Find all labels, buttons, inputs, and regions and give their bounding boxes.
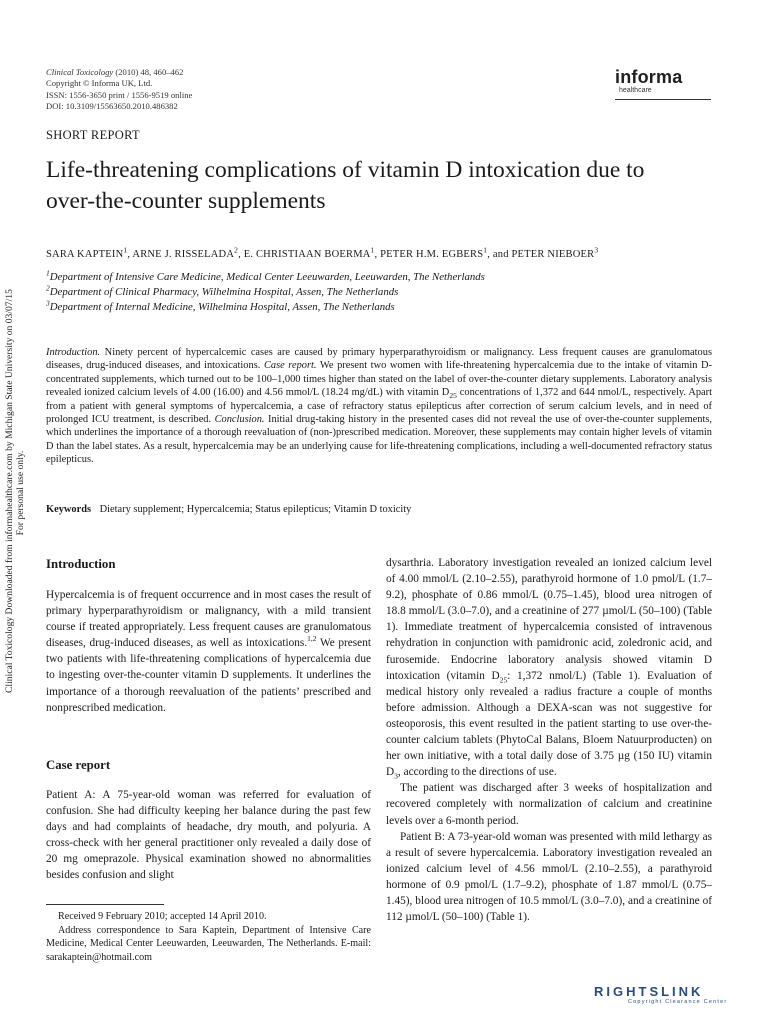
introduction-paragraph <box>46 587 371 716</box>
download-notice <box>0 289 30 693</box>
logo-underline <box>615 99 711 100</box>
author-name: PETER NIEBOER <box>511 249 595 260</box>
keywords <box>46 504 712 515</box>
introduction-text: Hypercalcemia is of frequent occurrence and in most cases the result of primary hyperparathyroidism or malignancy, with a mild transient course if treated appropriately. Less frequent causes are granulomatous diseases, drug-induced diseases, as well as intoxications. <box>46 589 371 650</box>
body-text: dysarthria. Laboratory investigation revealed an ionized calcium level of 4.00 mmol/L (2.10–2.55), parathyroid hormone of 1.0 pmol/L (1.7–9.2), phosphate of 0.86 mmol/L (0.75–1.45), blood urea nitrogen of 18.8 mmol/L (3.0–7.0), and a creatinine of 277 µmol/L (50–100) (Table 1). Immediate treatment of hypercalcemia consisted of intravenous rehydration in conjunction with pamidronic acid, zoledronic acid, and furosemide. Endocrine laboratory analysis showed vitamin D intoxication (vitamin D <box>386 557 712 682</box>
affiliation-text: Department of Intensive Care Medicine, Medical Center Leeuwarden, Leeuwarden, The Netherlands <box>49 271 485 283</box>
affiliation-number: 3 <box>46 298 50 307</box>
body-text: , according to the directions of use. <box>397 766 557 779</box>
abstract <box>46 346 712 467</box>
footnote <box>46 910 371 964</box>
subscript: 25 <box>499 674 508 684</box>
author-separator: , <box>374 249 381 260</box>
article-type: SHORT REPORT <box>46 128 140 142</box>
title-line: Life-threatening complications of vitamin D intoxication due to <box>46 157 645 183</box>
author-name: ARNE J. RISSELADA <box>132 249 235 260</box>
doi-line: DOI: 10.3109/15563650.2010.486382 <box>46 100 178 111</box>
affiliation-item <box>46 285 726 300</box>
patient-b-paragraph: Patient B: A 73-year-old woman was presented with mild lethargy as a result of severe hypercalcemia. Laboratory investigation revealed an ionized calcium level of 4.56 mmol/L (2.10–2.55), a parathyroid hormone of 0.9 pmol/L (1.7–9.2), phosphate of 1.87 mmol/L (0.75–1.45), blood urea nitrogen of 10.5 mmol/L (3.0–7.0), and a creatinine of 112 µmol/L (50–100) (Table 1). <box>386 830 712 924</box>
affiliation-item <box>46 300 726 315</box>
download-notice-line-1: Clinical Toxicology Downloaded from informahealthcare.com by Michigan State University on 03/07/15 <box>4 289 15 693</box>
case-report-paragraph: Patient A: A 75-year-old woman was referred for evaluation of confusion. She had difficulty keeping her balance during the past few days and had complaints of headache, dry mouth, and polyuria. A cross-check with her general practitioner only revealed a daily dose of 20 mg omeprazole. Physical examination showed no abnormalities besides confusion and slight <box>46 789 371 882</box>
informa-healthcare-logo <box>615 68 711 100</box>
affiliation-list <box>46 270 726 314</box>
discharge-paragraph: The patient was discharged after 3 weeks of hospitalization and recovered completely with normalization of calcium and creatinine levels over a 6-month period. <box>386 782 712 827</box>
author-list <box>46 245 726 260</box>
logo-main-text: informa <box>615 67 683 87</box>
author-name: E. CHRISTIAAN BOERMA <box>243 249 371 260</box>
correspondence-address: Address correspondence to Sara Kaptein, Department of Intensive Care Medicine, Medical Center Leeuwarden, Leeuwarden, The Netherlands. E-mail: sarakaptein@hotmail.com <box>46 924 371 963</box>
journal-metadata <box>46 67 192 112</box>
abstract-conclusion-text: Initial drug-taking history in the presented cases did not reveal the use of over-the-counter supplements, which underlines the importance of a thorough reevaluation of (non-)prescribed medication. Moreover, these supplements may contain higher levels of vitamin D than the label states. As a result, hypercalcemia may be an underlying cause for life-threatening complications, including a well-documented refractory status epilepticus. <box>46 414 713 466</box>
footnote-divider <box>46 904 164 905</box>
author-separator: , <box>238 249 244 260</box>
received-date: Received 9 February 2010; accepted 14 April 2010. <box>58 911 267 922</box>
case-report-heading: Case report <box>46 758 111 772</box>
rightslink-logo <box>594 985 756 1006</box>
copyright-line: Copyright © Informa UK, Ltd. <box>46 78 153 89</box>
author-name: SARA KAPTEIN <box>46 249 124 260</box>
body-text: : 1,372 nmol/L) (Table 1). Evaluation of medical history only revealed a radius fracture a couple of months before admission. Although a DEXA-scan was not suggestive for osteoporosis, this event resulted in the patient starting to use over-the-counter calcium tablets (PhytoCal Balans, Bloem Natuurproducten) on her own initiative, with a total daily dose of 3.75 µg (150 IU) vitamin D <box>386 669 712 779</box>
logo-sub-text: healthcare <box>619 87 652 94</box>
citation-superscript: 1,2 <box>307 634 317 644</box>
journal-name: Clinical Toxicology <box>46 67 114 77</box>
abstract-conclusion-label: Conclusion. <box>214 414 265 426</box>
author-separator: , <box>127 249 133 260</box>
rightslink-subtext: Copyright Clearance Center <box>628 999 728 1005</box>
author-affiliation-mark: 2 <box>234 245 239 255</box>
body-right-column <box>386 555 712 925</box>
introduction-text: We present two patients with life-threatening complications of hypercalcemia due to ingesting over-the-counter vitamin D supplements. It underlines the importance of a thorough reevaluation of the patients’ prescribed and nonprescribed medication. <box>46 637 371 714</box>
keywords-label: Keywords <box>46 504 92 515</box>
author-affiliation-mark: 1 <box>483 245 488 255</box>
journal-citation: (2010) 48, 460–462 <box>113 67 184 77</box>
author-affiliation-mark: 1 <box>123 245 128 255</box>
rightslink-text: RIGHTSLINK <box>594 984 704 999</box>
affiliation-item <box>46 270 726 285</box>
affiliation-number: 2 <box>46 283 50 293</box>
article-title <box>46 155 726 217</box>
author-affiliation-mark: 3 <box>594 245 599 255</box>
keywords-text: Dietary supplement; Hypercalcemia; Status epilepticus; Vitamin D toxicity <box>99 504 412 515</box>
abstract-case-label: Case report. <box>263 360 317 372</box>
abstract-intro-text: Ninety percent of hypercalcemic cases are caused by primary hyperparathyroidism or malignancy. Less frequent causes are granulomatous diseases, drug-induced diseases, and intoxications. <box>46 347 712 372</box>
affiliation-text: Department of Clinical Pharmacy, Wilhelmina Hospital, Assen, The Netherlands <box>49 285 399 298</box>
affiliation-number: 1 <box>46 268 50 278</box>
affiliation-text: Department of Internal Medicine, Wilhelmina Hospital, Assen, The Netherlands <box>49 300 395 313</box>
abstract-subscript: 25 <box>449 391 457 401</box>
introduction-heading: Introduction <box>46 557 116 571</box>
abstract-case-text: concentrations of 1,372 and 644 nmol/L, respectively. Apart from a patient with general symptoms of hypercalcemia, a case of refractory status epilepticus after correction of serum calcium levels, and in need of prolonged ICU treatment, is described. <box>46 387 713 426</box>
author-separator: , and <box>487 249 512 260</box>
patient-a-continued <box>386 555 712 780</box>
author-affiliation-mark: 1 <box>370 245 375 255</box>
download-notice-line-2: For personal use only. <box>15 450 26 536</box>
subscript: 3 <box>394 771 398 781</box>
author-name: PETER H.M. EGBERS <box>380 249 484 260</box>
title-line: over-the-counter supplements <box>46 188 326 214</box>
abstract-case-text: We present two women with life-threatening hypercalcemia due to the intake of vitamin D-concentrated supplements, which turned out to be 100–1,000 times higher than stated on the label of over-the-counter dietary supplements. Laboratory analysis revealed ionized calcium levels of 4.00 (16.00) and 4.56 mmol/L (18.24 mg/dL) with vitamin D <box>46 360 712 399</box>
abstract-intro-label: Introduction. <box>46 347 101 358</box>
issn-line: ISSN: 1556-3650 print / 1556-9519 online <box>46 89 193 100</box>
